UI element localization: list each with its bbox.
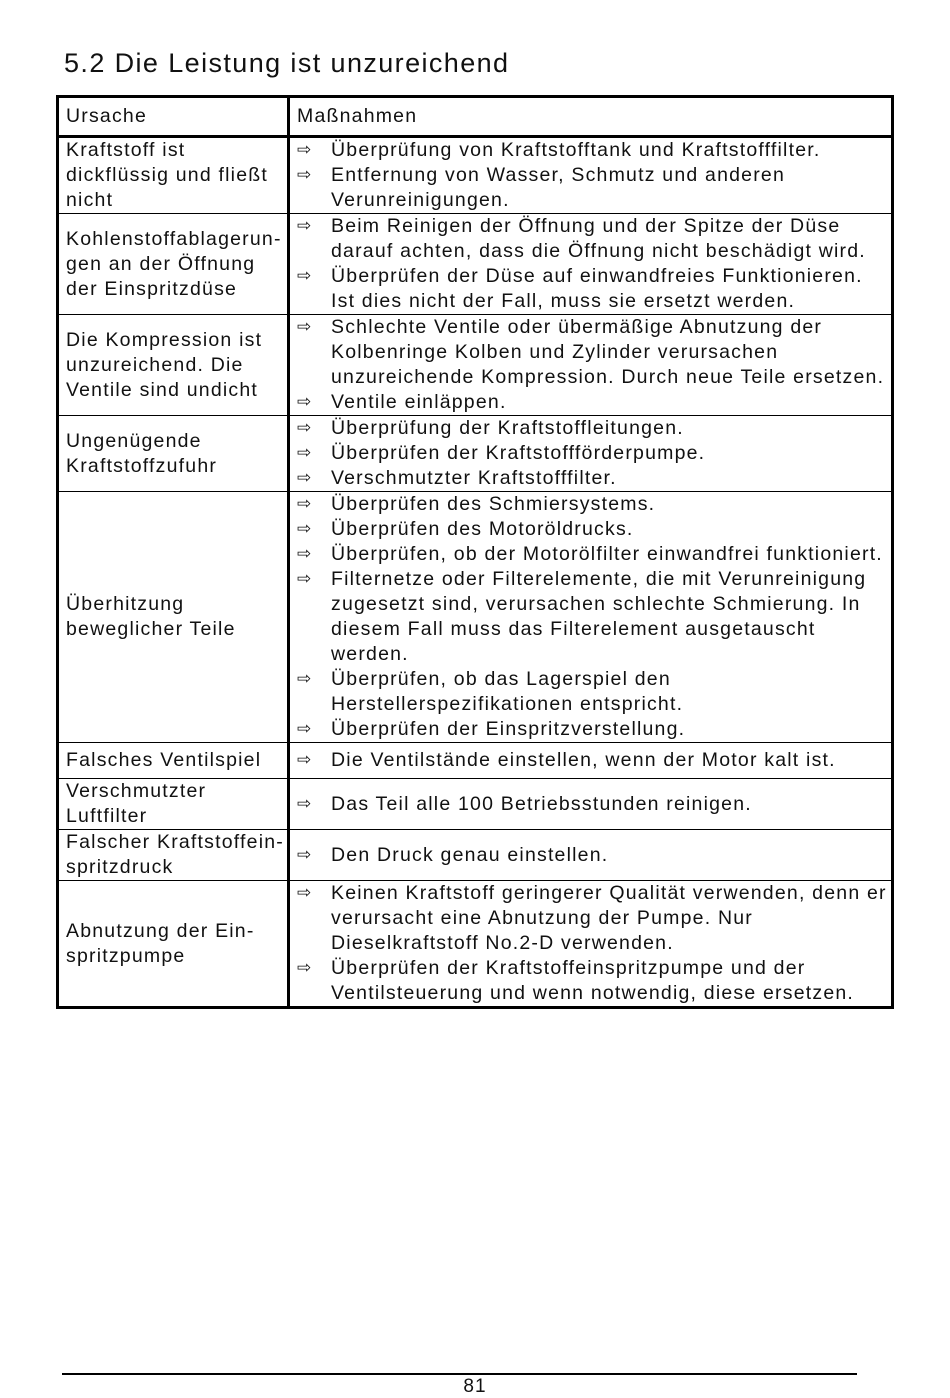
cause-cell: Die Kompression ist unzureichend. Die Ventile sind undicht [58, 315, 289, 416]
table-row [58, 137, 893, 214]
arrow-right-icon: ⇨ [297, 719, 313, 739]
cause-cell: Verschmutzter Luftfilter [58, 779, 289, 830]
measure-item [297, 214, 891, 264]
arrow-right-icon: ⇨ [297, 519, 313, 539]
measure-text: Überprüfen der Kraftstoffförderpumpe. [331, 442, 706, 464]
table-header-row [58, 97, 893, 137]
table-row [58, 779, 893, 830]
measure-item [297, 881, 891, 956]
measure-text: Ventile einläppen. [331, 391, 507, 413]
measure-text: Überprüfung der Kraftstoffleitungen. [331, 417, 684, 439]
table-row [58, 214, 893, 315]
cause-cell: Kohlenstoffablagerun-gen an der Öffnung der Einspritzdüse [58, 214, 289, 315]
table-row [58, 743, 893, 779]
measure-item [297, 717, 891, 742]
arrow-right-icon: ⇨ [297, 844, 313, 865]
measure-text: Den Druck genau einstellen. [331, 843, 609, 866]
arrow-right-icon: ⇨ [297, 443, 313, 463]
arrow-right-icon: ⇨ [297, 750, 313, 770]
arrow-right-icon: ⇨ [297, 883, 313, 903]
table-row [58, 492, 893, 743]
measures-cell [289, 779, 893, 830]
measures-cell [289, 214, 893, 315]
measure-item [297, 264, 891, 314]
measures-cell [289, 830, 893, 881]
arrow-right-icon: ⇨ [297, 266, 313, 286]
cause-cell: Falsches Ventilspiel [58, 743, 289, 779]
table-row [58, 315, 893, 416]
cause-cell: Abnutzung der Ein-spritzpumpe [58, 881, 289, 1008]
arrow-right-icon: ⇨ [297, 216, 313, 236]
arrow-right-icon: ⇨ [297, 669, 313, 689]
measures-cell [289, 743, 893, 779]
arrow-right-icon: ⇨ [297, 494, 313, 514]
measure-item [297, 792, 891, 817]
cause-cell: Kraftstoff ist dickflüssig und fließt nicht [58, 137, 289, 214]
measure-item [297, 315, 891, 390]
table-row [58, 416, 893, 492]
arrow-right-icon: ⇨ [297, 140, 313, 160]
measure-text: Überprüfen, ob das Lagerspiel den Herstellerspezifikationen entspricht. [331, 668, 684, 715]
measure-item [297, 416, 891, 441]
troubleshooting-table [56, 95, 894, 1009]
cause-cell: Ungenügende Kraftstoffzufuhr [58, 416, 289, 492]
measure-item [297, 163, 891, 213]
measure-text: Überprüfen des Schmiersystems. [331, 493, 656, 515]
measure-item [297, 667, 891, 717]
table-row [58, 830, 893, 881]
measures-cell [289, 881, 893, 1008]
measure-item [297, 466, 891, 491]
measures-cell [289, 315, 893, 416]
header-cause: Ursache [58, 97, 289, 137]
arrow-right-icon: ⇨ [297, 793, 313, 814]
cause-cell: Falscher Kraftstoffein-spritzdruck [58, 830, 289, 881]
measure-item [297, 517, 891, 542]
measure-text: Entfernung von Wasser, Schmutz und anderen Verunreinigungen. [331, 164, 785, 211]
measure-text: Überprüfen der Kraftstoffeinspritzpumpe und der Ventilsteuerung und wenn notwendig, diese ersetzen. [331, 957, 855, 1004]
measure-text: Überprüfen der Einspritzverstellung. [331, 718, 686, 740]
header-measures: Maßnahmen [289, 97, 893, 137]
measure-text: Das Teil alle 100 Betriebsstunden reinigen. [331, 792, 752, 815]
measures-cell [289, 492, 893, 743]
measure-item [297, 390, 891, 415]
arrow-right-icon: ⇨ [297, 569, 313, 589]
measure-text: Beim Reinigen der Öffnung und der Spitze der Düse darauf achten, dass die Öffnung nicht beschädigt wird. [331, 215, 866, 262]
measures-cell [289, 416, 893, 492]
measure-item [297, 567, 891, 667]
measure-text: Überprüfen der Düse auf einwandfreies Funktionieren. Ist dies nicht der Fall, muss sie ersetzt werden. [331, 265, 863, 312]
page-title: 5.2 Die Leistung ist unzureichend [64, 48, 510, 78]
page-number: 81 [463, 1376, 487, 1397]
measure-text: Filternetze oder Filterelemente, die mit Verunreinigung zugesetzt sind, verursachen schlechte Schmierung. In diesem Fall muss das Filterelement ausgetauscht werden. [331, 568, 867, 665]
arrow-right-icon: ⇨ [297, 418, 313, 438]
measure-item [297, 748, 891, 773]
measure-text: Verschmutzter Kraftstofffilter. [331, 467, 617, 489]
arrow-right-icon: ⇨ [297, 165, 313, 185]
arrow-right-icon: ⇨ [297, 392, 313, 412]
cause-cell: Überhitzung beweglicher Teile [58, 492, 289, 743]
arrow-right-icon: ⇨ [297, 958, 313, 978]
measure-text: Überprüfen, ob der Motorölfilter einwandfrei funktioniert. [331, 543, 883, 565]
arrow-right-icon: ⇨ [297, 317, 313, 337]
measure-item [297, 956, 891, 1006]
arrow-right-icon: ⇨ [297, 468, 313, 488]
measure-text: Überprüfen des Motoröldrucks. [331, 518, 634, 540]
measure-item [297, 492, 891, 517]
measure-text: Überprüfung von Kraftstofftank und Kraftstofffilter. [331, 139, 821, 161]
measure-text: Die Ventilstände einstellen, wenn der Motor kalt ist. [331, 749, 836, 771]
measure-item [297, 138, 891, 163]
measure-item [297, 843, 891, 868]
arrow-right-icon: ⇨ [297, 544, 313, 564]
measure-text: Keinen Kraftstoff geringerer Qualität verwenden, denn er verursacht eine Abnutzung der Pumpe. Nur Dieselkraftstoff No.2-D verwenden. [331, 882, 887, 954]
measure-item [297, 542, 891, 567]
measure-text: Schlechte Ventile oder übermäßige Abnutzung der Kolbenringe Kolben und Zylinder verursachen unzureichende Kompression. Durch neue Teile ersetzen. [331, 316, 885, 388]
table-row [58, 881, 893, 1008]
measures-cell [289, 137, 893, 214]
measure-item [297, 441, 891, 466]
footer-divider [62, 1373, 857, 1375]
